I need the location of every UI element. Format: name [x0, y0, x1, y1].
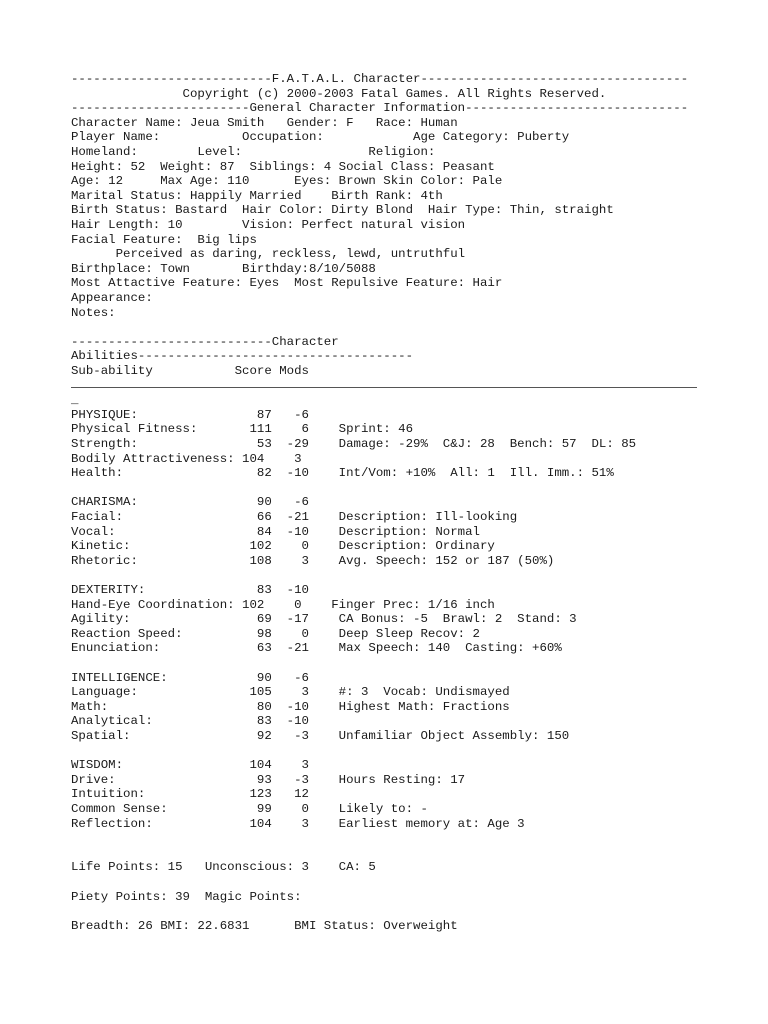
text-line: Appearance: — [71, 291, 153, 305]
text-line: Analytical: 83 -10 — [71, 714, 309, 729]
text-line: Height: 52 Weight: 87 Siblings: 4 Social Class: Peasant — [71, 159, 495, 174]
text-line: Notes: — [71, 305, 116, 320]
text-line: Age: 12 Max Age: 110 Eyes: Brown Skin Color: Pale — [71, 174, 503, 189]
text-line: Rhetoric: 108 3 Avg. Speech: 152 or 187 (50%) — [71, 553, 555, 568]
text-line: Enunciation: 63 -21 Max Speech: 140 Casting: +60% — [71, 641, 562, 656]
text-line: Most Attactive Feature: Eyes Most Repulsive Feature: Hair — [71, 276, 503, 291]
text-line: CHARISMA: 90 -6 — [71, 495, 309, 510]
text-line: ---------------------------Character — [71, 334, 339, 349]
text-line: Vocal: 84 -10 Description: Normal — [71, 524, 480, 539]
text-line: Character Name: Jeua Smith Gender: F Race: Human — [71, 115, 458, 130]
text-line: WISDOM: 104 3 — [71, 758, 309, 773]
text-line: Health: 82 -10 Int/Vom: +10% All: 1 Ill. Imm.: 51% — [71, 466, 614, 481]
text-line: Abilities------------------------------------- — [71, 349, 414, 364]
text-line: Agility: 69 -17 CA Bonus: -5 Brawl: 2 Stand: 3 — [71, 612, 577, 627]
text-line: Sub-ability Score Mods — [71, 364, 309, 378]
text-line: Piety Points: 39 Magic Points: — [71, 889, 302, 904]
text-line: Birthplace: Town Birthday:8/10/5088 — [71, 261, 376, 276]
text-line: Intuition: 123 12 — [71, 787, 309, 802]
text-line: Kinetic: 102 0 Description: Ordinary — [71, 539, 495, 554]
text-line: Breadth: 26 BMI: 22.6831 BMI Status: Overweight — [71, 918, 458, 933]
text-line: Common Sense: 99 0 Likely to: - — [71, 802, 428, 816]
text-line: PHYSIQUE: 87 -6 — [71, 407, 309, 422]
text-line: Facial: 66 -21 Description: Ill-looking — [71, 510, 518, 524]
text-line: Perceived as daring, reckless, lewd, untruthful — [71, 247, 466, 262]
text-line: Copyright (c) 2000-2003 Fatal Games. All Rights Reserved. — [71, 86, 607, 101]
text-line: Reflection: 104 3 Earliest memory at: Age 3 — [71, 816, 525, 831]
text-line: Strength: 53 -29 Damage: -29% C&J: 28 Bench: 57 DL: 85 — [71, 437, 637, 451]
text-line: Homeland: Level: Religion: — [71, 145, 436, 159]
text-line: Math: 80 -10 Highest Math: Fractions — [71, 699, 510, 714]
text-line: Spatial: 92 -3 Unfamiliar Object Assembly: 150 — [71, 729, 570, 743]
text-line: Physical Fitness: 111 6 Sprint: 46 — [71, 422, 414, 437]
separator-line — [71, 387, 697, 388]
text-line: _ — [71, 393, 79, 408]
text-line: Player Name: Occupation: Age Category: Puberty — [71, 130, 570, 145]
text-line: Hair Length: 10 Vision: Perfect natural vision — [71, 218, 466, 232]
text-line: Hand-Eye Coordination: 102 0 Finger Prec: 1/16 inch — [71, 597, 495, 612]
text-line: Language: 105 3 #: 3 Vocab: Undismayed — [71, 685, 510, 700]
text-line: Reaction Speed: 98 0 Deep Sleep Recov: 2 — [71, 626, 480, 641]
text-line: Life Points: 15 Unconscious: 3 CA: 5 — [71, 860, 376, 875]
text-line: Facial Feature: Big lips — [71, 232, 257, 247]
text-line: Marital Status: Happily Married Birth Rank: 4th — [71, 188, 443, 203]
text-line: ---------------------------F.A.T.A.L. Character------------------------------------ — [71, 72, 689, 86]
text-line: Drive: 93 -3 Hours Resting: 17 — [71, 772, 466, 787]
text-line: DEXTERITY: 83 -10 — [71, 583, 309, 597]
text-line: INTELLIGENCE: 90 -6 — [71, 670, 309, 685]
text-line: Bodily Attractiveness: 104 3 — [71, 451, 302, 466]
text-line: Birth Status: Bastard Hair Color: Dirty Blond Hair Type: Thin, straight — [71, 203, 614, 218]
text-line: ------------------------General Character Information------------------------------ — [71, 101, 689, 116]
